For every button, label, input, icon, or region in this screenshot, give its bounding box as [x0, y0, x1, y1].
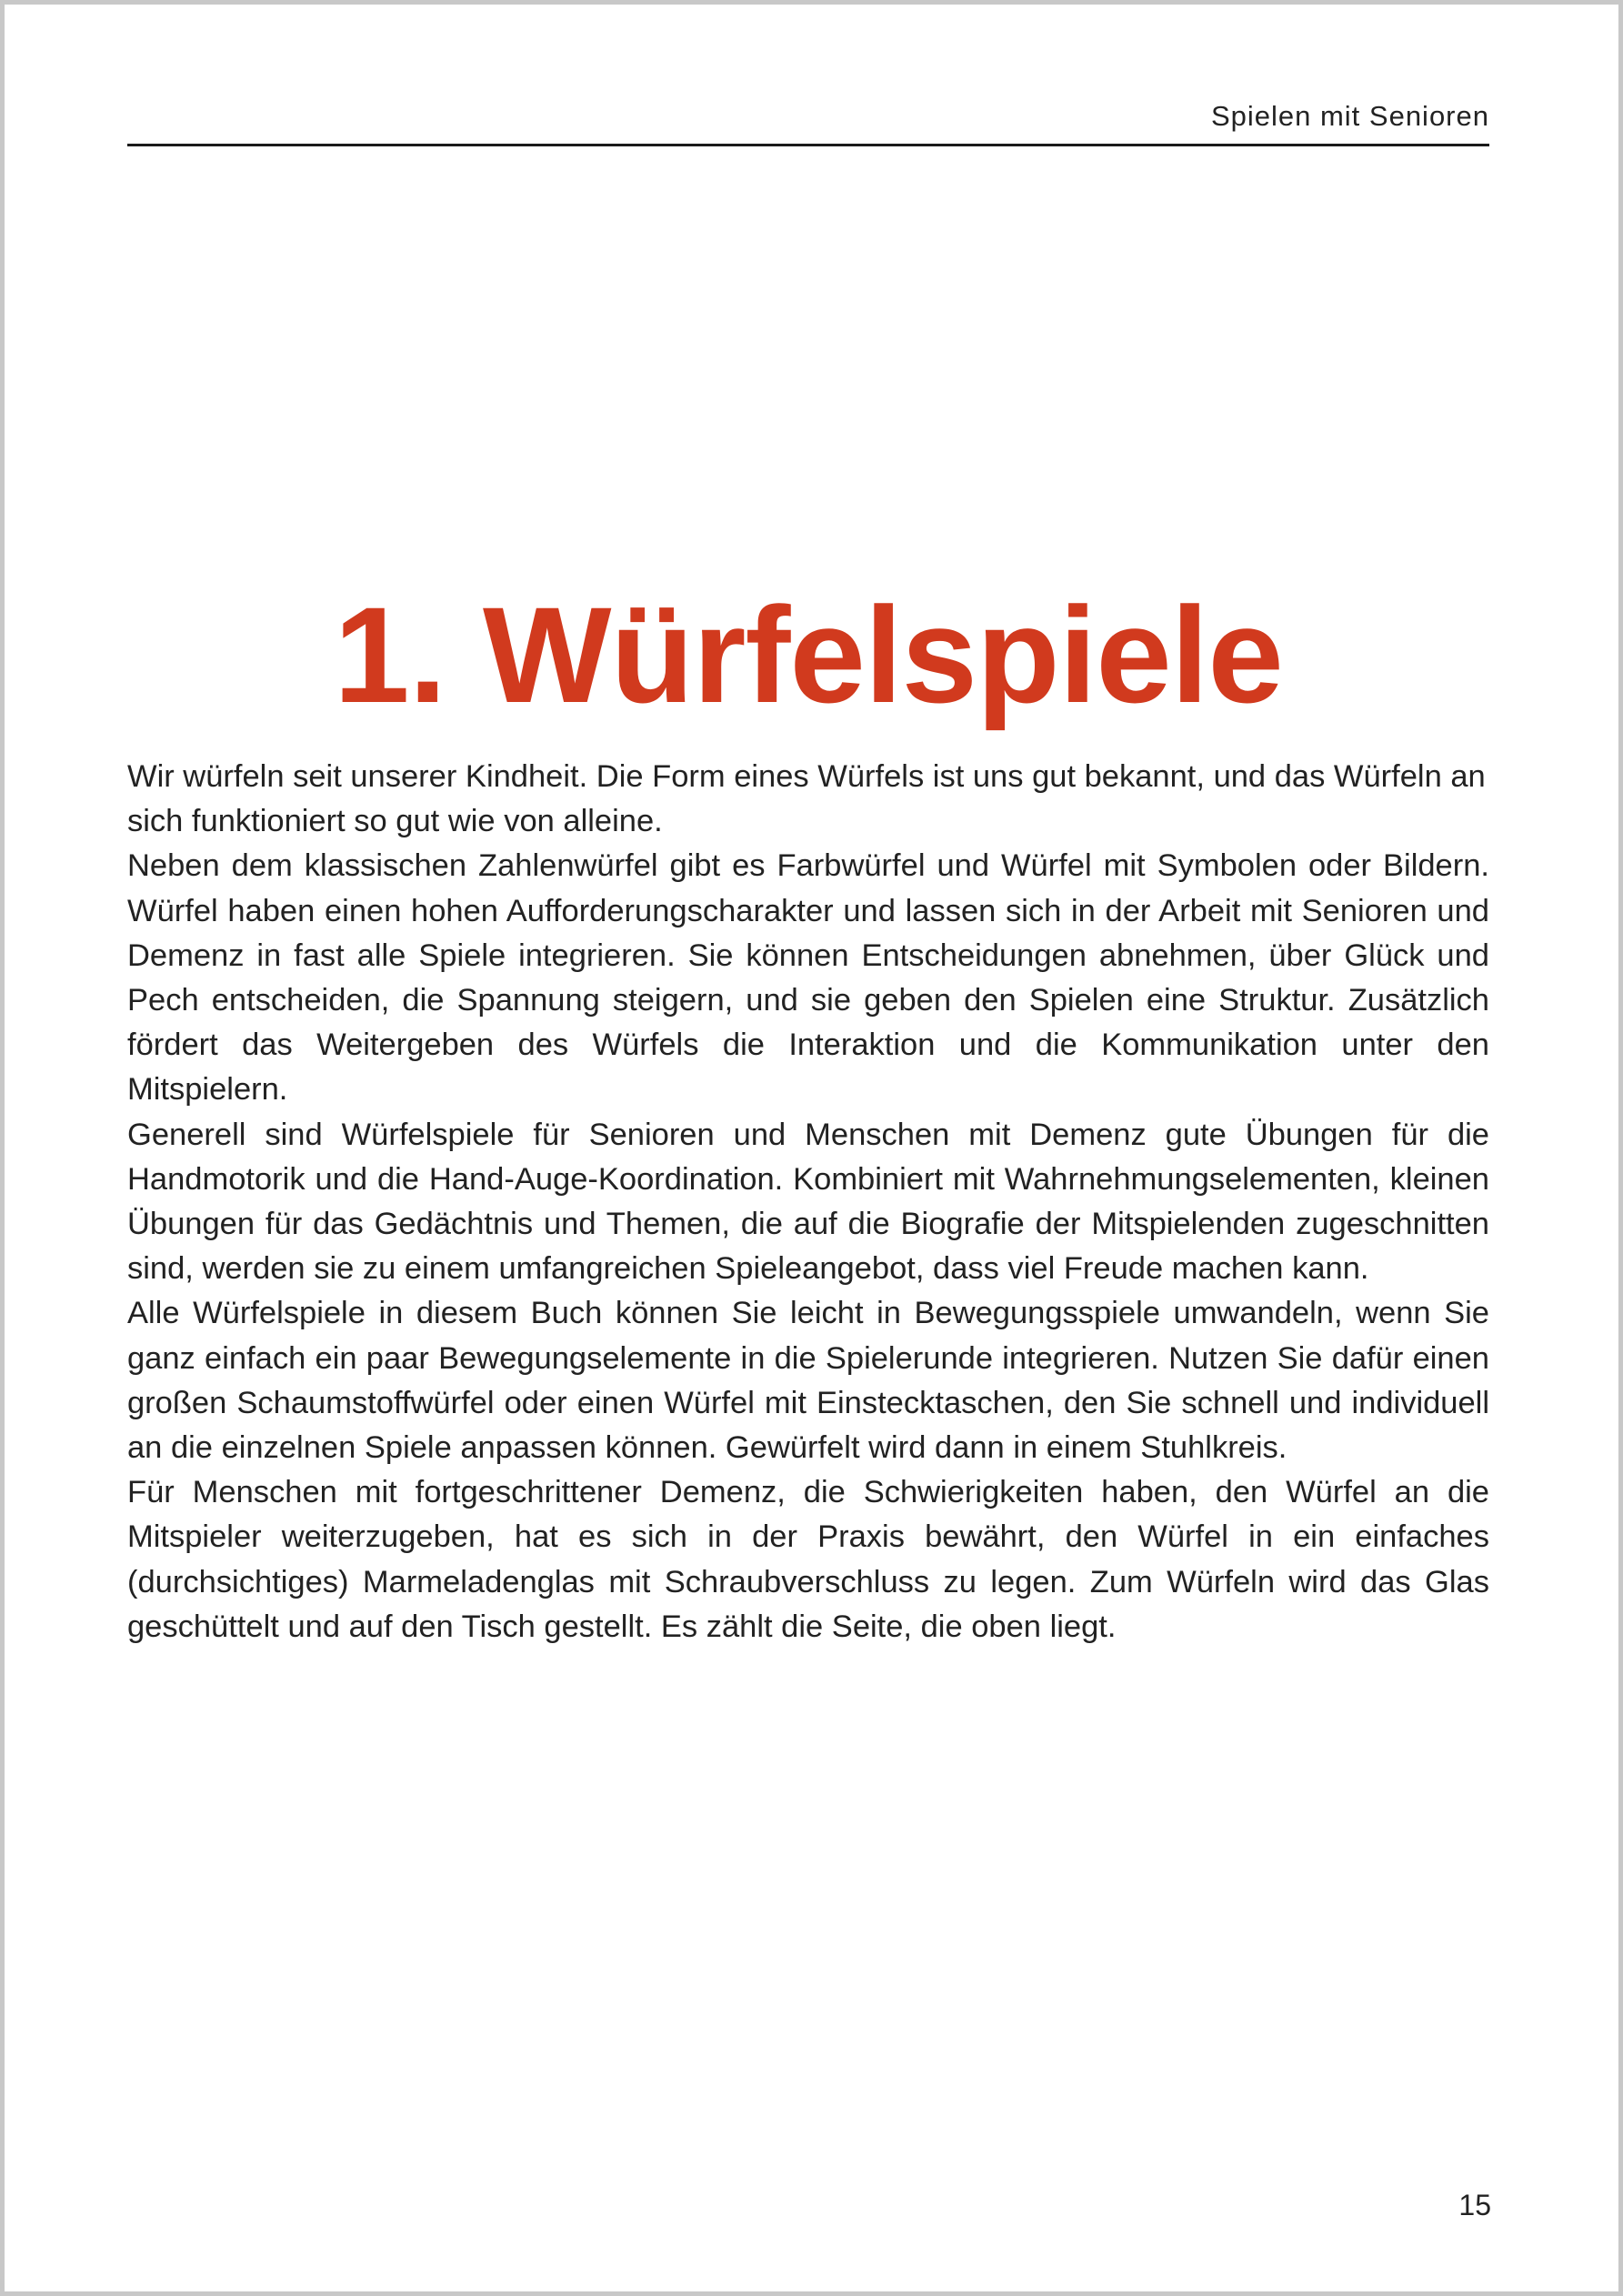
paragraph: Alle Würfelspiele in diesem Buch können Sie leicht in Bewegungsspiele umwandeln, wenn Sie ganz einfach ein paar Bewegungselemente in die Spielerunde integrieren. Nutzen Sie dafür einen großen Schaumstoffwürfel oder einen Würfel mit Einstecktaschen, den Sie schnell und individuell an die einzelnen Spiele anpassen können. Gewürfelt wird dann in einem Stuhlkreis. — [127, 1296, 1489, 1466]
running-header: Spielen mit Senioren — [1210, 100, 1489, 132]
body-text — [127, 755, 1489, 1649]
paragraph: Für Menschen mit fortgeschrittener Demenz, die Schwierigkeiten haben, den Würfel an die Mitspieler weiterzugeben, hat es sich in der Praxis bewährt, den Würfel in ein einfaches (durchsichtiges) Marmeladenglas mit Schraubverschluss zu legen. Zum Würfeln wird das Glas geschüttelt und auf den Tisch gestellt. Es zählt die Seite, die oben liegt. — [127, 1475, 1489, 1644]
header-rule — [127, 144, 1489, 146]
chapter-title: 1. Würfelspiele — [334, 578, 1283, 731]
paragraph: Neben dem klassischen Zahlenwürfel gibt es Farbwürfel und Würfel mit Symbolen oder Bildern. Würfel haben einen hohen Aufforderungscharakter und lassen sich in der Arbeit mit Senioren und Demenz in fast alle Spiele integrieren. Sie können Entscheidungen abnehmen, über Glück und Pech entscheiden, die Spannung steigern, und sie geben den Spielen eine Struktur. Zusätzlich fördert das Weitergeben des Würfels die Interaktion und die Kommunikation unter den Mitspielern. — [127, 848, 1489, 1108]
paragraph: Generell sind Würfelspiele für Senioren und Menschen mit Demenz gute Übungen für die Handmotorik und die Hand-Auge-Koordination. Kombiniert mit Wahrnehmungselementen, kleinen Übungen für das Gedächtnis und Themen, die auf die Biografie der Mitspielenden zugeschnitten sind, werden sie zu einem umfangreichen Spieleangebot, dass viel Freude machen kann. — [127, 1117, 1489, 1287]
page-number: 15 — [1458, 2189, 1491, 2221]
paragraph: Wir würfeln seit unserer Kindheit. Die Form eines Würfels ist uns gut bekannt, und das Würfeln an sich funktioniert so gut wie von alleine. — [127, 759, 1486, 839]
